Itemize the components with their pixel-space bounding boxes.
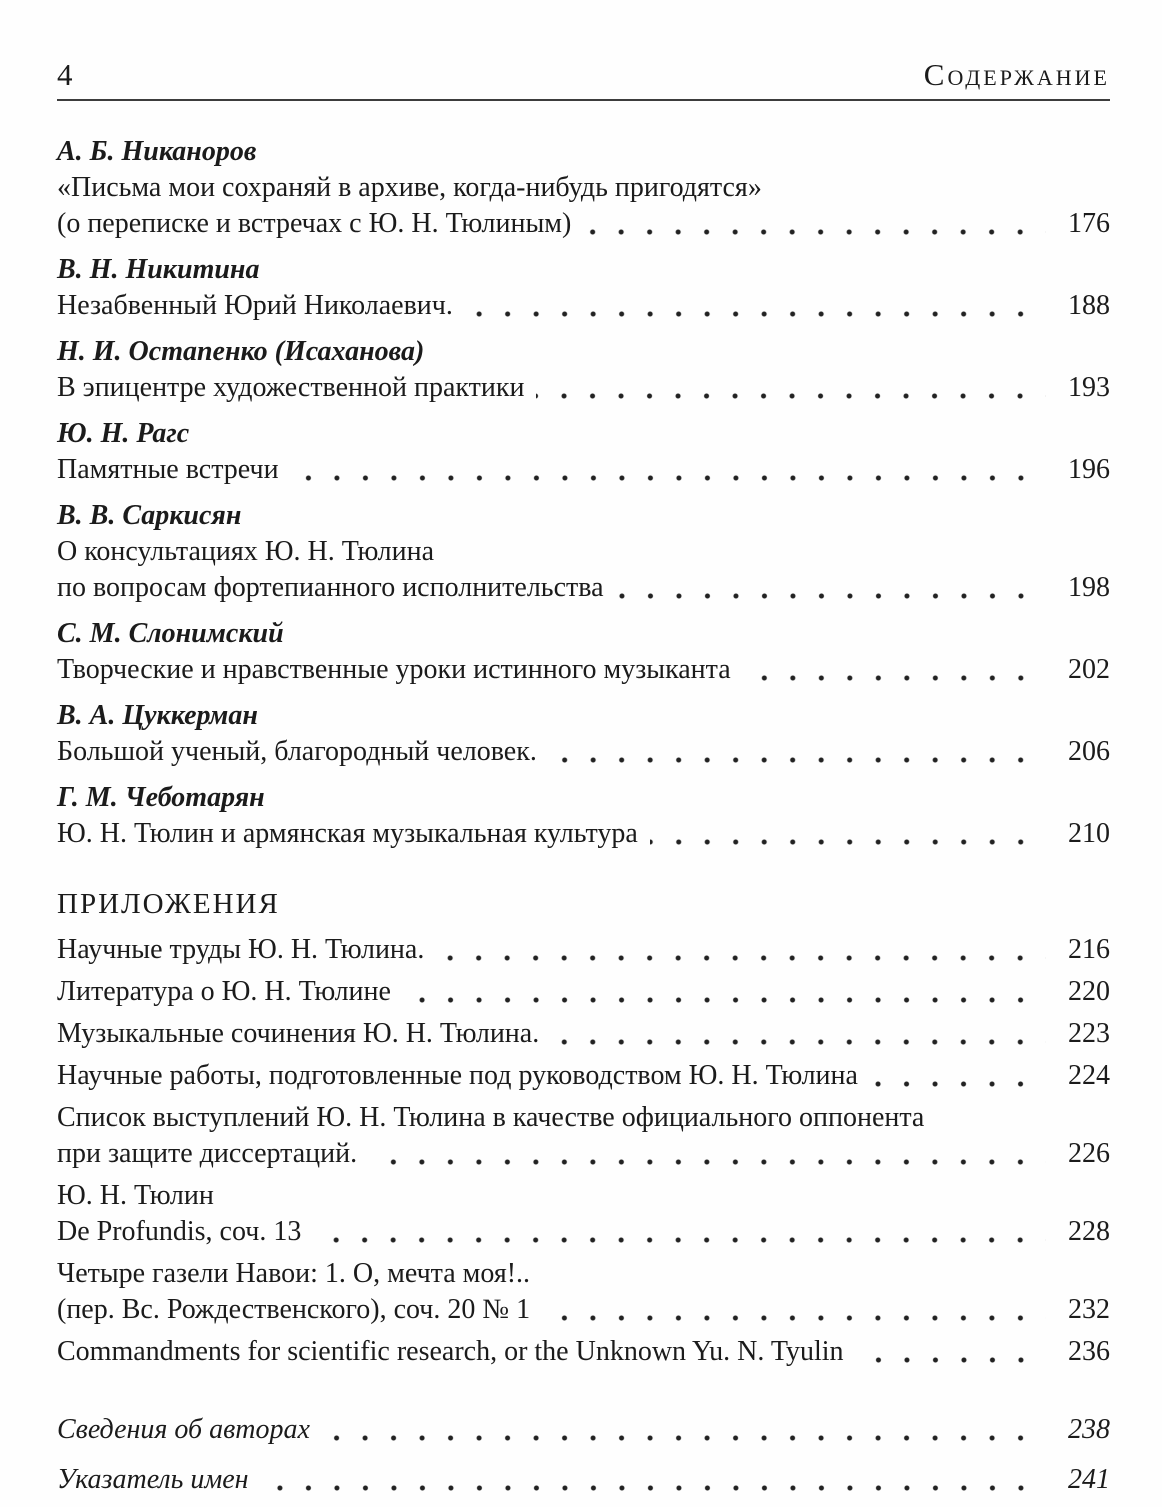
section-heading-text: ПРИЛОЖЕНИЯ — [57, 888, 280, 920]
dot-leader — [261, 1485, 1046, 1491]
toc-page-number: 232 — [1068, 1294, 1110, 1325]
toc-author-name — [57, 616, 1110, 652]
dot-leader — [549, 757, 1046, 763]
toc-page-number: 210 — [1068, 818, 1110, 849]
toc-page-number: 228 — [1068, 1216, 1110, 1247]
toc-line — [57, 288, 1110, 324]
author-text: В. А. Цуккерман — [57, 700, 258, 731]
toc-line-text: (пер. Вс. Рождественского), соч. 20 № 1 — [57, 1294, 531, 1325]
dot-leader — [369, 1159, 1046, 1165]
toc-line-text: «Письма мои сохраняй в архиве, когда-нибудь пригодятся» — [57, 172, 762, 203]
toc-line — [57, 534, 1110, 570]
toc-line — [57, 1100, 1110, 1136]
toc-page-number: 188 — [1068, 290, 1110, 321]
toc-line-text: Научные работы, подготовленные под руководством Ю. Н. Тюлина — [57, 1060, 858, 1091]
toc-author-name — [57, 498, 1110, 534]
toc-page-number: 223 — [1068, 1018, 1110, 1049]
header-rule — [57, 99, 1110, 101]
dot-leader — [436, 955, 1046, 961]
toc-line-text: Музыкальные сочинения Ю. Н. Тюлина. — [57, 1018, 540, 1049]
toc-line-text: О консультациях Ю. Н. Тюлина — [57, 536, 435, 567]
toc-line — [57, 1178, 1110, 1214]
author-text: Н. И. Остапенко (Исаханова) — [57, 336, 425, 367]
dot-leader — [536, 393, 1046, 399]
toc-line-text: (о переписке и встречах с Ю. Н. Тюлиным) — [57, 208, 572, 239]
author-text: А. Б. Никаноров — [57, 136, 257, 167]
toc-line-text: по вопросам фортепианного исполнительства — [57, 572, 604, 603]
toc-page-number: 216 — [1068, 934, 1110, 965]
page-number: 4 — [57, 57, 73, 92]
toc-line-text: Научные труды Ю. Н. Тюлина. — [57, 934, 425, 965]
dot-leader — [870, 1081, 1046, 1087]
dot-leader — [313, 1237, 1046, 1243]
toc-page-number: 236 — [1068, 1336, 1110, 1367]
toc-author-name — [57, 698, 1110, 734]
toc-line-text: Большой ученый, благородный человек. — [57, 736, 537, 767]
toc-line-text: Ю. Н. Тюлин и армянская музыкальная культура — [57, 818, 638, 849]
author-text: Г. М. Чеботарян — [57, 782, 265, 813]
toc-page-number: 238 — [1068, 1414, 1110, 1445]
toc-line — [57, 452, 1110, 488]
dot-leader — [856, 1357, 1046, 1363]
author-text: В. В. Саркисян — [57, 500, 242, 531]
dot-leader — [465, 311, 1046, 317]
toc-page-number: 206 — [1068, 736, 1110, 767]
dot-leader — [322, 1435, 1046, 1441]
toc-page-number: 202 — [1068, 654, 1110, 685]
toc-line-text: Указатель имен — [57, 1464, 249, 1495]
running-head — [57, 56, 1110, 94]
toc-line-text: De Profundis, соч. 13 — [57, 1216, 302, 1247]
toc-line — [57, 1334, 1110, 1370]
toc-page-number: 193 — [1068, 372, 1110, 403]
toc-line-text: Сведения об авторах — [57, 1414, 310, 1445]
toc-line — [57, 1256, 1110, 1292]
toc-line-text: Четыре газели Навои: 1. О, мечта моя!.. — [57, 1258, 531, 1289]
toc-author-name — [57, 416, 1110, 452]
toc-line — [57, 570, 1110, 606]
toc-line — [57, 652, 1110, 688]
toc-page-number: 220 — [1068, 976, 1110, 1007]
toc-page-number: 196 — [1068, 454, 1110, 485]
toc-line-text: Commandments for scientific research, or the Unknown Yu. N. Tyulin — [57, 1336, 844, 1367]
toc-line-text: Творческие и нравственные уроки истинного музыканта — [57, 654, 731, 685]
toc-line — [57, 1412, 1110, 1448]
toc-page-number: 224 — [1068, 1060, 1110, 1091]
toc-line-text: при защите диссертаций. — [57, 1138, 358, 1169]
toc-line — [57, 974, 1110, 1010]
toc-line — [57, 1292, 1110, 1328]
toc-line-text: Незабвенный Юрий Николаевич. — [57, 290, 453, 321]
dot-leader — [403, 997, 1046, 1003]
toc-line — [57, 1016, 1110, 1052]
toc-page-number: 226 — [1068, 1138, 1110, 1169]
dot-leader — [583, 229, 1046, 235]
toc-line — [57, 206, 1110, 242]
dot-leader — [291, 475, 1046, 481]
dot-leader — [616, 593, 1046, 599]
dot-leader — [743, 675, 1046, 681]
table-of-contents — [57, 134, 1110, 1498]
dot-leader — [551, 1039, 1046, 1045]
toc-line-text: Литература о Ю. Н. Тюлине — [57, 976, 391, 1007]
toc-page-number: 198 — [1068, 572, 1110, 603]
toc-author-name — [57, 252, 1110, 288]
appendix-section-heading — [57, 886, 1110, 922]
toc-line — [57, 816, 1110, 852]
toc-line — [57, 1214, 1110, 1250]
dot-leader — [542, 1315, 1046, 1321]
toc-line — [57, 1462, 1110, 1498]
author-text: Ю. Н. Рагс — [57, 418, 190, 449]
toc-line — [57, 370, 1110, 406]
toc-line — [57, 734, 1110, 770]
toc-page-number: 241 — [1068, 1464, 1110, 1495]
toc-line-text: Памятные встречи — [57, 454, 279, 485]
toc-line-text: В эпицентре художественной практики — [57, 372, 525, 403]
author-text: В. Н. Никитина — [57, 254, 260, 285]
toc-line — [57, 1136, 1110, 1172]
toc-author-name — [57, 334, 1110, 370]
toc-page-number: 176 — [1068, 208, 1110, 239]
dot-leader — [650, 839, 1046, 845]
author-text: С. М. Слонимский — [57, 618, 284, 649]
toc-author-name — [57, 780, 1110, 816]
toc-author-name — [57, 134, 1110, 170]
toc-line — [57, 170, 1110, 206]
toc-line — [57, 932, 1110, 968]
toc-line-text: Список выступлений Ю. Н. Тюлина в качестве официального оппонента — [57, 1102, 925, 1133]
page-title: Содержание — [923, 57, 1110, 92]
toc-line — [57, 1058, 1110, 1094]
toc-line-text: Ю. Н. Тюлин — [57, 1180, 214, 1211]
